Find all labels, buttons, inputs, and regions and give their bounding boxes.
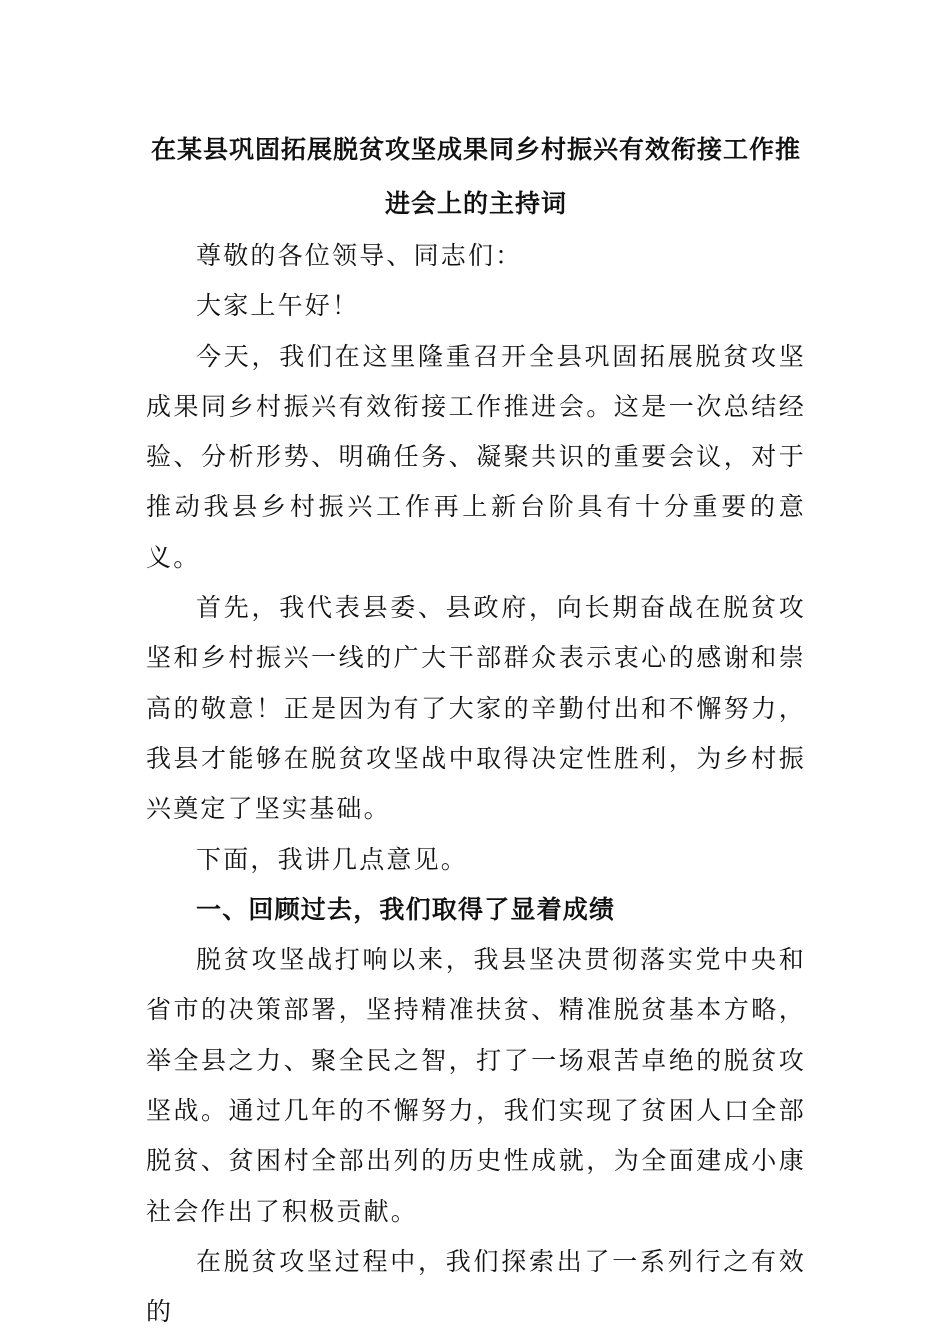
document-page	[146, 123, 806, 1338]
paragraph-exploration: 在脱贫攻坚过程中，我们探索出了一系列行之有效的	[146, 1246, 806, 1327]
greeting: 大家上午好！	[196, 291, 360, 321]
section-heading-1: 一、回顾过去，我们取得了显着成绩	[196, 894, 616, 924]
paragraph-thanks: 首先，我代表县委、县政府，向长期奋战在脱贫攻坚和乡村振兴一线的广大干部群众表示衷心的感谢和崇高的敬意！正是因为有了大家的辛勤付出和不懈努力，我县才能够在脱贫攻坚战中取得决定性胜利，为乡村振兴奠定了坚实基础。	[146, 593, 806, 824]
paragraph-achievements: 脱贫攻坚战打响以来，我县坚决贯彻落实党中央和省市的决策部署，坚持精准扶贫、精准脱贫基本方略，举全县之力、聚全民之智，打了一场艰苦卓绝的脱贫攻坚战。通过几年的不懈努力，我们实现了贫困人口全部脱贫、贫困村全部出列的历史性成就，为全面建成小康社会作出了积极贡献。	[146, 945, 806, 1226]
salutation: 尊敬的各位领导、同志们：	[196, 241, 523, 270]
paragraph-opening: 今天，我们在这里隆重召开全县巩固拓展脱贫攻坚成果同乡村振兴有效衔接工作推进会。这是一次总结经验、分析形势、明确任务、凝聚共识的重要会议，对于推动我县乡村振兴工作再上新台阶具有十分重要的意义。	[146, 341, 806, 572]
paragraph-transition: 下面，我讲几点意见。	[196, 844, 469, 874]
document-title: 在某县巩固拓展脱贫攻坚成果同乡村振兴有效衔接工作推进会上的主持词	[150, 135, 801, 218]
